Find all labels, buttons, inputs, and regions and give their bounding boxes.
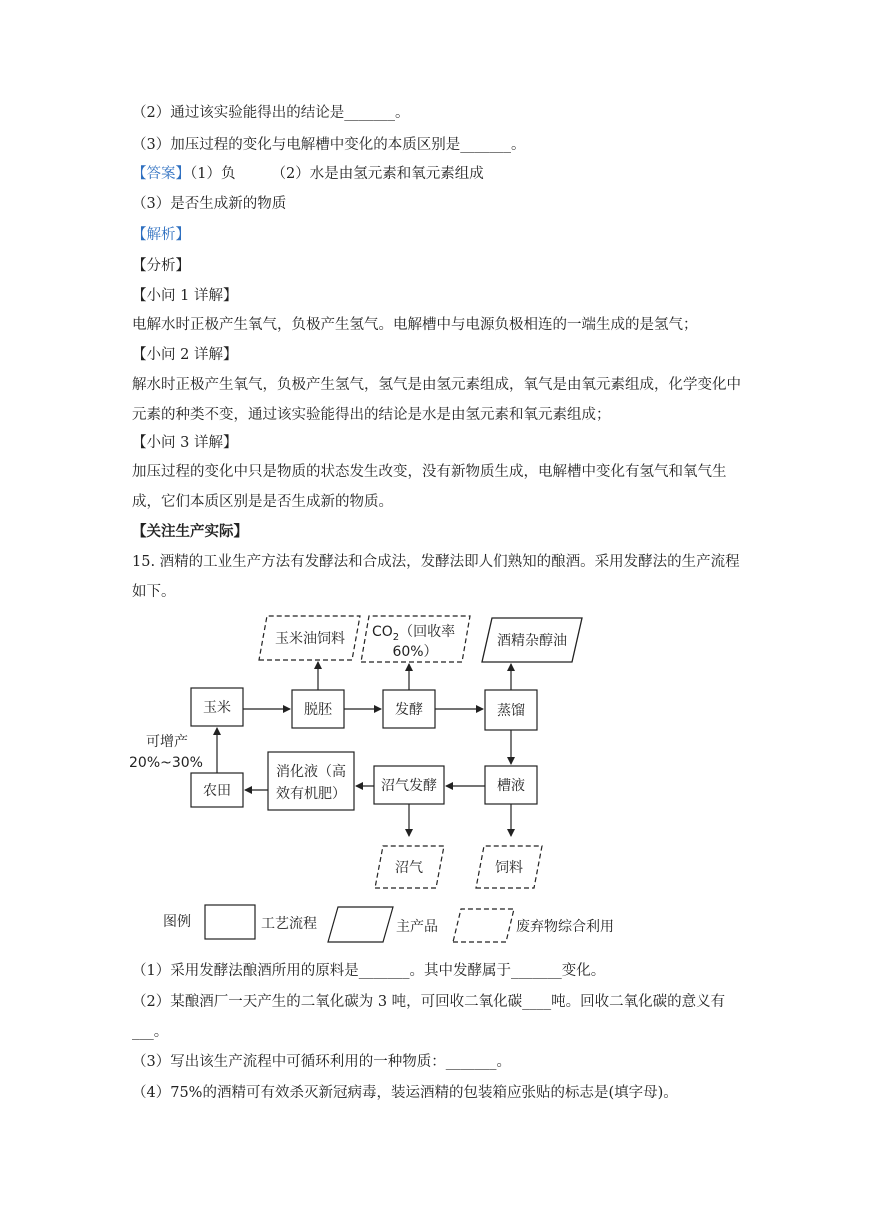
sub2-title: 【小问 2 详解】 bbox=[132, 347, 238, 363]
label-ferment: 发酵 bbox=[395, 702, 423, 718]
part-4: （4）75%的酒精可有效杀灭新冠病毒，装运酒精的包装箱应张贴的标志是(填字母)。 bbox=[132, 1085, 678, 1101]
analysis-heading: 【分析】 bbox=[132, 258, 190, 274]
section-title: 【关注生产实际】 bbox=[132, 523, 248, 540]
answer-tag: 【答案】 bbox=[132, 166, 190, 182]
answer-2: （2）水是由氢元素和氧元素组成 bbox=[271, 166, 484, 182]
sub1-text: 电解水时正极产生氧气，负极产生氢气。电解槽中与电源负极相连的一端生成的是氢气； bbox=[132, 317, 698, 333]
question-15: 15. 酒精的工业生产方法有发酵法和合成法，发酵法即人们熟知的酿酒。采用发酵法的生产流程如下。 bbox=[132, 554, 740, 600]
label-degerm: 脱胚 bbox=[304, 702, 332, 718]
legend-waste: 废弃物综合利用 bbox=[516, 919, 614, 935]
label-distill: 蒸馏 bbox=[497, 703, 525, 719]
question-2: （2）通过该实验能得出的结论是_______。 bbox=[132, 105, 410, 121]
label-digestate-2: 效有机肥） bbox=[276, 786, 346, 802]
legend-main-swatch bbox=[328, 907, 393, 942]
question-3: （3）加压过程的变化与电解槽中变化的本质区别是_______。 bbox=[132, 137, 526, 153]
sub1-title: 【小问 1 详解】 bbox=[132, 288, 238, 304]
sub3-text: 加压过程的变化中只是物质的状态发生改变，没有新物质生成，电解槽中变化有氢气和氧气生成，它们本质区别是是否生成新的物质。 bbox=[132, 464, 727, 510]
legend-title: 图例 bbox=[163, 914, 191, 930]
label-co2-line1: $CO_2$（回收率 bbox=[372, 624, 456, 643]
legend-waste-swatch bbox=[453, 909, 514, 942]
part-1: （1）采用发酵法酿酒所用的原料是_______。其中发酵属于_______变化。 bbox=[132, 963, 606, 979]
label-increase-2: 20%~30% bbox=[129, 755, 203, 771]
label-digestate-1: 消化液（高 bbox=[276, 764, 346, 780]
label-co2-line2: 60%） bbox=[392, 644, 438, 660]
part-3: （3）写出该生产流程中可循环利用的一种物质：_______。 bbox=[132, 1054, 511, 1070]
answer-3: （3）是否生成新的物质 bbox=[132, 196, 287, 212]
label-stillage: 槽液 bbox=[497, 778, 525, 794]
part-2: （2）某酿酒厂一天产生的二氧化碳为 3 吨，可回收二氧化碳____吨。回收二氧化碳的意义有___。 bbox=[132, 994, 726, 1040]
analysis-tag: 【解析】 bbox=[132, 227, 190, 243]
label-biogas: 沼气 bbox=[395, 860, 423, 876]
label-alcohol: 酒精杂醇油 bbox=[497, 633, 567, 649]
label-feed: 饲料 bbox=[495, 860, 523, 876]
label-biogas-ferment: 沼气发酵 bbox=[381, 778, 437, 794]
legend-process: 工艺流程 bbox=[261, 916, 317, 932]
legend-main: 主产品 bbox=[396, 919, 438, 935]
label-corn-oil-feed: 玉米油饲料 bbox=[275, 631, 345, 647]
sub3-title: 【小问 3 详解】 bbox=[132, 435, 238, 451]
sub2-text: 解水时正极产生氧气，负极产生氢气，氢气是由氢元素组成，氧气是由氧元素组成，化学变化中元素的种类不变，通过该实验能得出的结论是水是由氢元素和氧元素组成； bbox=[132, 377, 741, 423]
label-corn: 玉米 bbox=[203, 700, 231, 716]
label-farmland: 农田 bbox=[203, 783, 231, 799]
legend-process-swatch bbox=[205, 905, 255, 939]
label-increase-1: 可增产 bbox=[146, 734, 188, 750]
answer-1: （1）负 bbox=[190, 166, 236, 182]
